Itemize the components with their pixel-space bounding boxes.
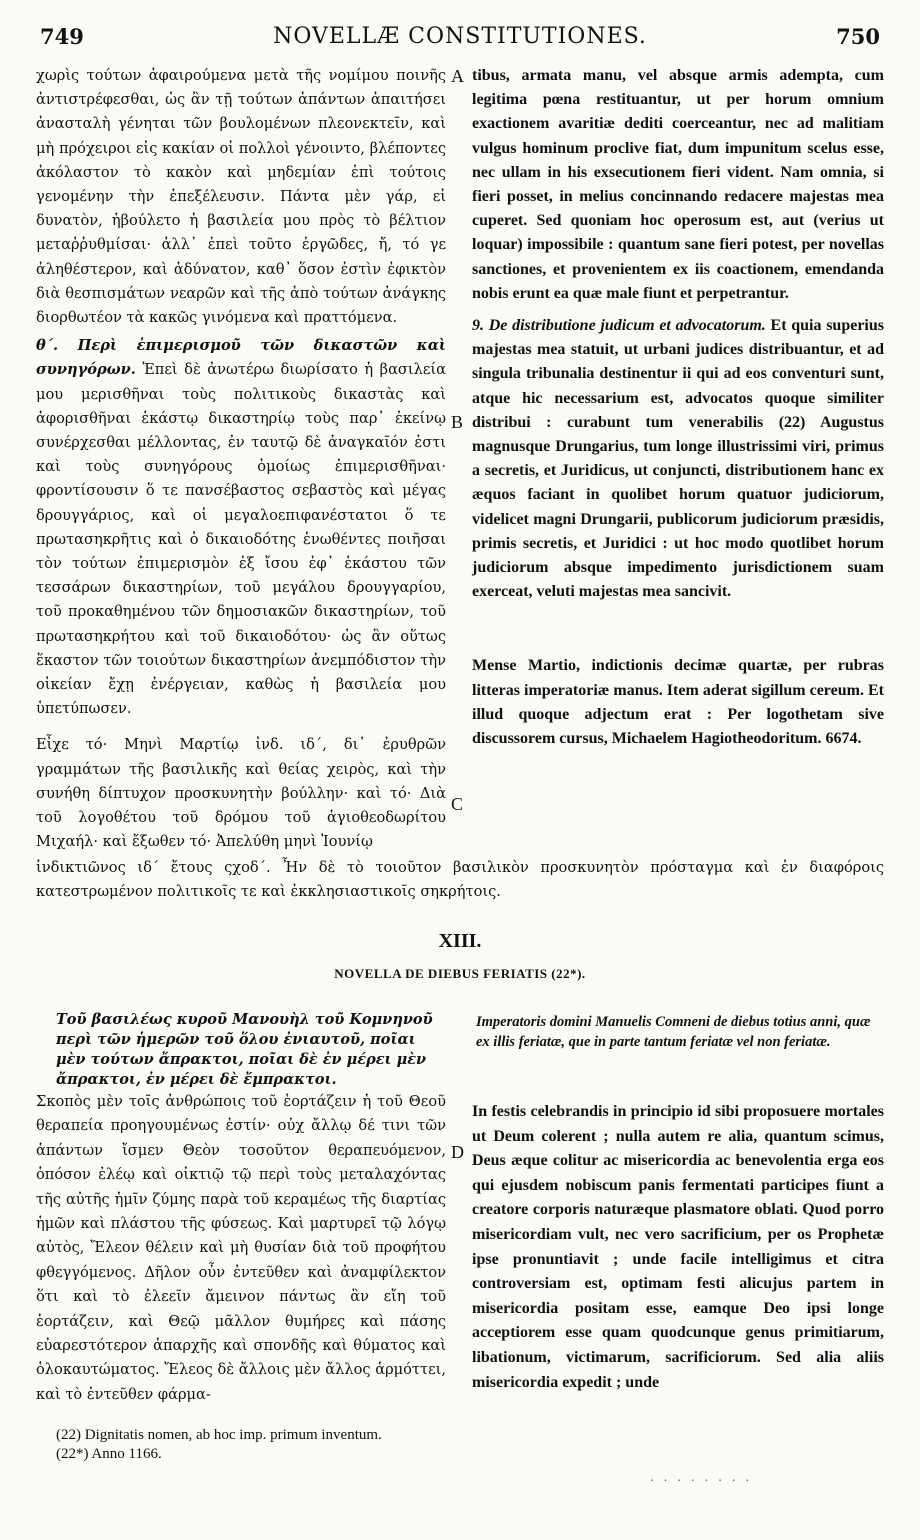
latin-column-upper xyxy=(472,64,884,755)
stray-dots: . . . . . . . . xyxy=(650,1470,753,1484)
latin-paragraph-1: tibus, armata manu, vel absque armis adempta, cum legitima pœna restituantur, ut per horum omnium exactionem avaritiæ dediti coerceantur, nec ad malitiam vulgus hominum proclive fiat, dum impunitum scelus esse, nec ullam in his exsecutionem fieri vident. Nam omnia, si fieri posset, in melius concinnando redacere majestas mea cuperet. Sed quoniam hoc operosum est, aut (verius ut loquar) impossibile : quantum sane fieri potest, per novellas sanctiones, et provenientem ex iis coactionem, emendanda nobis erunt ea quæ male fiunt et perpetrantur. xyxy=(472,67,884,302)
greek-subtitle: Τοῦ βασιλέως κυροῦ Μανουὴλ τοῦ Κομνηνοῦ περὶ τῶν ἡμερῶν τοῦ ὅλου ἐνιαυτοῦ, ποῖαι μὲν τούτων ἄπρακτοι, ποῖαι δὲ ἐν μέρει μὲν ἄπρακτοι, ἐν μέρει δὲ ἔμπρακτοι. xyxy=(56,1011,433,1088)
footnote-22-star: (22*) Anno 1166. xyxy=(56,1446,162,1462)
margin-marker-b: B xyxy=(451,412,464,432)
greek-paragraph-2 xyxy=(36,334,446,721)
margin-marker-a: A xyxy=(451,66,464,86)
section-number: XIII. xyxy=(438,930,482,952)
latin-subtitle: Imperatoris domini Manuelis Comneni de diebus totius anni, quæ ex illis feriatæ, que in parte tantum feriatæ vel non feriatæ. xyxy=(476,1014,871,1050)
latin-paragraph-3: Mense Martio, indictionis decimæ quartæ, per rubras litteras imperatoriæ manus. Item aderat sigillum cereum. Et illud quoque adjectum erat : Per logothetam sive discussorem cursus, Michaelem Hagiotheodoritum. 6674. xyxy=(472,657,884,748)
latin-paragraph-2 xyxy=(472,314,884,604)
running-title: NOVELLÆ CONSTITUTIONES. xyxy=(273,24,647,49)
page-number-right: 750 xyxy=(836,24,880,49)
section-title: NOVELLA DE DIEBUS FERIATIS (22*). xyxy=(334,966,586,981)
greek-body-lower: Σκοπὸς μὲν τοῖς ἀνθρώποις τοῦ ἑορτάζειν ἡ τοῦ Θεοῦ θεραπεία προηγουμένως ἐστίν· οὐχ ἄλλῳ δέ τινι τῶν ἁπάντων ἴσμεν Θεὸν τοσοῦτον θεραπευόμενον, ὁπόσον ἐλέῳ καὶ οἰκτιῷ τῷ περὶ τοὺς μεταλαχόντας τῆς αὐτῆς ἡμῖν ζύμης παρὰ τοῦ κεραμέως τῆς διαρτίας ἡμῶν καὶ πλάστου τῆς φύσεως. Καὶ μαρτυρεῖ τῷ λόγῳ αὐτὸς, Ἔλεον θέλειν καὶ μὴ θυσίαν διὰ τοῦ προφήτου φθεγγόμενος. Δῆλον οὖν ἐντεῦθεν καὶ ἀναμφίλεκτον ὅτι καὶ τὸ ἐλεεῖν ἄμεινον πάντως ἂν εἴη τοῦ ἑορτάζειν, καὶ Θεῷ μᾶλλον θυμήρες καὶ πάσης εὐαρεστότερον ἀπαρχῆς καὶ σπονδῆς καὶ θύματος καὶ ὁλοκαυτώματος. Ἔλεος δὲ ἄλλοις μὲν ἄλλος ἁρμόττει, καὶ τὸ ἐντεῦθεν φάρμα- xyxy=(36,1093,446,1403)
page-number-left: 749 xyxy=(40,24,84,49)
margin-marker-c: C xyxy=(451,794,464,814)
footnote-22: (22) Dignitatis nomen, ab hoc imp. primum inventum. xyxy=(56,1427,382,1443)
latin-paragraph-2-text: Et quia superius majestas mea statuit, ut urbani judices distribuantur, et ad singula tribunalia destinentur ii qui ad eos conventuri sunt, atque hic necessarium est, advocatos quoque similiter distribui : curabunt tum venerabilis (22) Augustus magnusque Drungarius, tum longe illustrissimi viri, primus a secretis, et Juridicus, ut conjuncti, distributionem hanc ex æquos faciant in quolibet horum quatuor judiciorum, videlicet magni Drungarii, publicorum judiciorum præsidis, primis secretis, et Juridici : ut hoc modo quotlibet horum judiciorum absque impedimento jurisdictionem suam exerceat, veluti majestas mea sancivit. xyxy=(472,317,884,601)
greek-column-upper xyxy=(36,64,446,859)
greek-paragraph-3: Εἶχε τό· Μηνὶ Μαρτίῳ ἰνδ. ιδ΄, δι᾽ ἐρυθρῶν γραμμάτων τῆς βασιλικῆς καὶ θείας χειρὸς, καὶ τὴν συνήθη δίπτυχον προσκυνητὴν βούλλην· καὶ τό· Διὰ τοῦ λογοθέτου τοῦ δρόμου τοῦ ἁγιοθεοδωρίτου Μιχαήλ· καὶ ἔξωθεν τό· Ἀπελύθη μηνὶ Ἰουνίῳ xyxy=(36,736,446,851)
margin-marker-d: D xyxy=(451,1142,464,1162)
greek-paragraph-1: χωρὶς τούτων ἀφαιρούμενα μετὰ τῆς νομίμου ποινῆς ἀντιστρέφεσθαι, ὡς ἂν τῇ τούτων ἁπάντων ἀπαιτήσει ἀνασταλὴ γένηται τῶν βουλομένων πλεονεκτεῖν, καὶ μὴ πρόχειροι εἰς κακίαν οἱ πολλοὶ γένοιντο, βλέποντες ἀκόλαστον τὸ κακὸν καὶ μηδεμίαν ἐπὶ τούτοις γενομένην τὴν ἐπεξέλευσιν. Πάντα μὲν γάρ, εἰ δυνατὸν, ἠβούλετο ἡ βασιλεία μου πρὸς τὸ βέλτιον μεταῤῥυθμίσαι· ἀλλ᾽ ἐπεὶ τοῦτο ἐργῶδες, ἤ, τό γε ἀληθέστερον, καὶ ἀδύνατον, καθ᾽ ὅσον ἐστὶν ἐφικτὸν διὰ θεσπισμάτων νεαρῶν καὶ τῆς ἀπὸ τούτων ἀνάγκης διορθωτέον τὰ κακῶς γινόμενα καὶ πραττόμενα. xyxy=(36,67,446,327)
latin-body-lower: In festis celebrandis in principio id sibi proposuere mortales ut Deum colerent ; nulla autem re alia, quantum scimus, Deus æque colitur ac misericordia ac benevolentia erga eos qui ejusdem nobiscum panis fermentati participes fiunt a creatore corporis naturæque plasmatore oblati. Quod porro misericordiam vult, nec vero sacrificium, per os Prophetæ ipse pronuntiavit ; unde facile intelligimus et citra controversiam est, optimam festi alicujus partem in misericordia positam esse, eamque Deo ipsi longe acceptiorem esse quam quodcunque genus primitiarum, libationum, victimarum, sacrificiorum. Sed alia aliis misericordia expedit ; unde xyxy=(472,1103,884,1391)
greek-full-width-line: ἰνδικτιῶνος ιδ΄ ἔτους ςχοδ΄. Ἦν δὲ τὸ τοιοῦτον βασιλικὸν προσκυνητὸν πρόσταγμα καὶ ἐν διαφόροις κατεστρωμένον πολιτικοῖς τε καὶ ἐκκλησιαστικοῖς σηκρήτοις. xyxy=(36,859,884,900)
latin-section-heading: 9. De distributione judicum et advocatorum. xyxy=(472,317,766,335)
greek-paragraph-2-text: Ἐπεὶ δὲ ἀνωτέρω διωρίσατο ἡ βασιλεία μου μερισθῆναι τοὺς πολιτικοὺς δικαστὰς καὶ ἀφορισθῆναι ἑκάστῳ δικαστηρίῳ τοὺς παρ᾽ ἐκείνῳ συνέρχεσθαι μέλλοντας, ἐν ταυτῷ δὲ ἀναγκαῖόν ἐστι καὶ τοὺς συνηγόρους ὁμοίως ἐπιμερισθῆναι· φροντίσουσιν ὅ τε πανσέβαστος σεβαστὸς καὶ μέγας δρουγγάριος, καὶ οἱ μεγαλοεπιφανέστατοι ὅ τε πρωτασηκρῆτις καὶ ὁ δικαιοδότης ἑνωθέντες ποιῆσαι τὸν τούτων ἐπιμερισμὸν ἐξ ἴσου ἐφ᾽ ἑκάστου τῶν τεσσάρων δικαστηρίων, τοῦ μεγάλου δρουγγαρίου, τοῦ προκαθημένου τῶν δημοσιακῶν δικαστηρίων, τοῦ πρωτασηκρήτου καὶ τοῦ δικαιοδότου· ὡς ἂν οὕτως ἕκαστον τῶν τοιούτων δικαστηρίων ἀνεμπόδιστον τὴν οἰκείαν ἔχῃ ἐνέργειαν, καθὼς ἡ βασιλεία μου ὑπετύπωσεν. xyxy=(36,361,447,718)
page-header xyxy=(40,24,880,58)
greek-section-heading: θ΄. Περὶ ἐπιμερισμοῦ τῶν δικαστῶν καὶ συνηγόρων. xyxy=(36,337,446,379)
